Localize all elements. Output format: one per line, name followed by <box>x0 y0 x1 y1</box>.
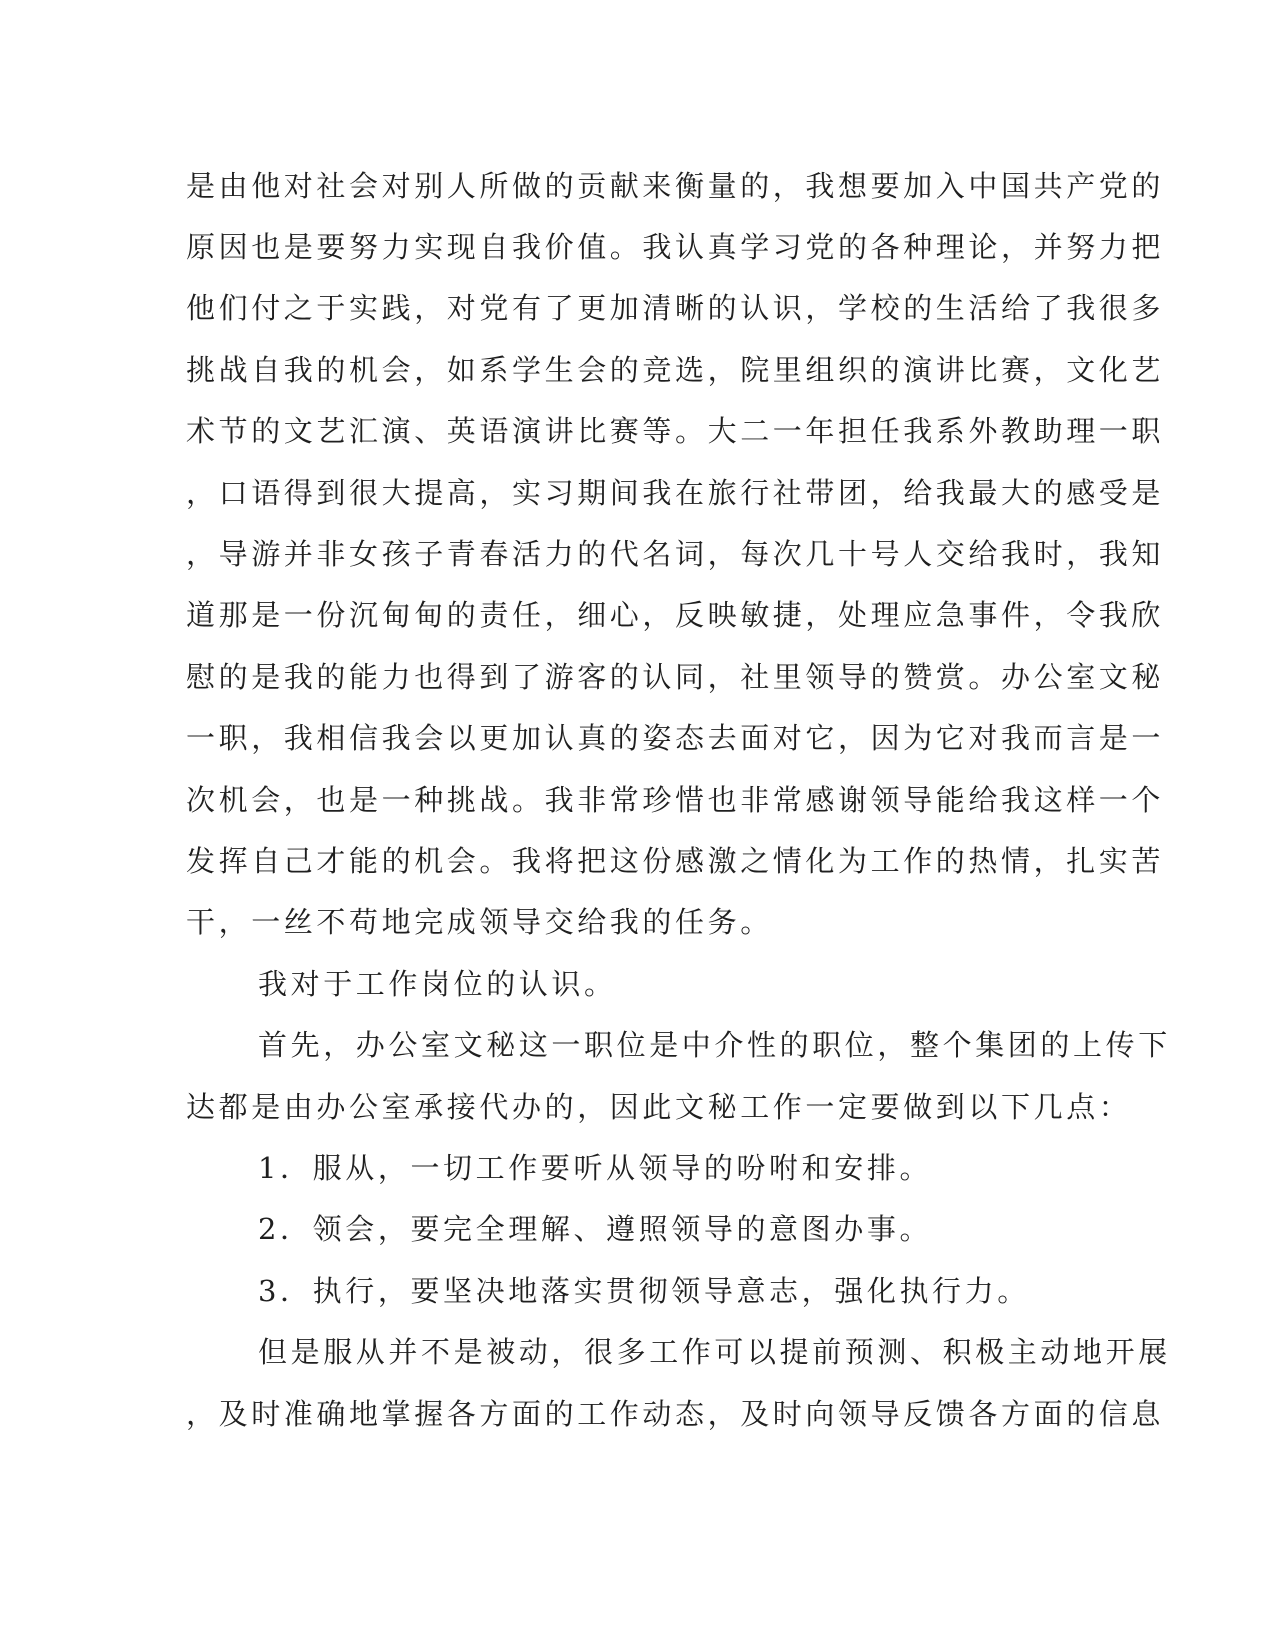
paragraph-line: 道那是一份沉甸甸的责任，细心，反映敏捷，处理应急事件，令我欣 <box>186 598 1165 632</box>
paragraph-line: 挑战自我的机会，如系学生会的竞选，院里组织的演讲比赛，文化艺 <box>186 353 1165 387</box>
paragraph-line: 但是服从并不是被动，很多工作可以提前预测、积极主动地开展 <box>258 1335 1171 1369</box>
paragraph-line: 达都是由办公室承接代办的，因此文秘工作一定要做到以下几点： <box>186 1090 1132 1124</box>
paragraph-line: 他们付之于实践，对党有了更加清晰的认识，学校的生活给了我很多 <box>186 291 1165 325</box>
paragraph-line: 术节的文艺汇演、英语演讲比赛等。大二一年担任我系外教助理一职 <box>186 414 1165 448</box>
list-item: 3．执行，要坚决地落实贯彻领导意志，强化执行力。 <box>258 1274 1030 1308</box>
paragraph-line: 干，一丝不苟地完成领导交给我的任务。 <box>186 905 773 939</box>
section-heading: 我对于工作岗位的认识。 <box>258 967 617 1001</box>
list-item: 1．服从，一切工作要听从领导的吩咐和安排。 <box>258 1151 933 1185</box>
paragraph-line: 慰的是我的能力也得到了游客的认同，社里领导的赞赏。办公室文秘 <box>186 660 1165 694</box>
paragraph-line: 首先，办公室文秘这一职位是中介性的职位，整个集团的上传下 <box>258 1028 1171 1062</box>
paragraph-line: 一职，我相信我会以更加认真的姿态去面对它，因为它对我而言是一 <box>186 721 1165 755</box>
paragraph-line: 次机会，也是一种挑战。我非常珍惜也非常感谢领导能给我这样一个 <box>186 783 1165 817</box>
paragraph-line: ，口语得到很大提高，实习期间我在旅行社带团，给我最大的感受是 <box>186 476 1165 510</box>
list-item: 2．领会，要完全理解、遵照领导的意图办事。 <box>258 1212 933 1246</box>
paragraph-line: ，导游并非女孩子青春活力的代名词，每次几十号人交给我时，我知 <box>186 537 1165 571</box>
paragraph-line: 发挥自己才能的机会。我将把这份感激之情化为工作的热情，扎实苦 <box>186 844 1165 878</box>
paragraph-line: 是由他对社会对别人所做的贡献来衡量的，我想要加入中国共产党的 <box>186 169 1165 203</box>
paragraph-line: ，及时准确地掌握各方面的工作动态，及时向领导反馈各方面的信息 <box>186 1397 1165 1431</box>
paragraph-line: 原因也是要努力实现自我价值。我认真学习党的各种理论，并努力把 <box>186 230 1165 264</box>
